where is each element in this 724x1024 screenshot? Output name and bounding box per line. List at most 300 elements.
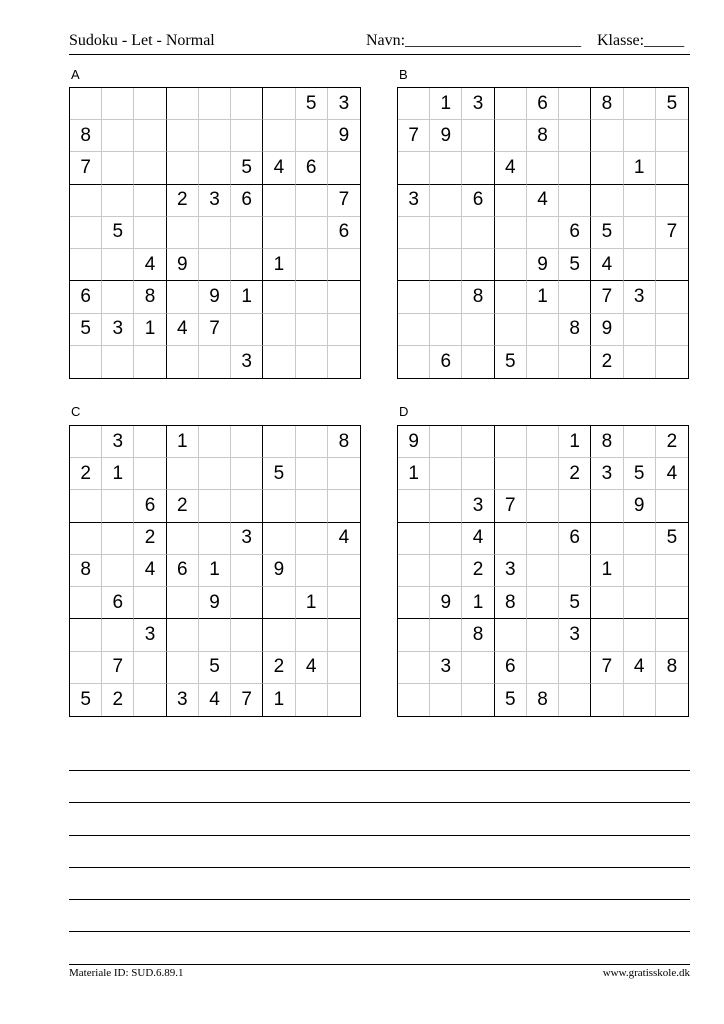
sudoku-cell (328, 458, 360, 490)
sudoku-cell: 7 (70, 152, 102, 184)
sudoku-cell (167, 217, 199, 249)
sudoku-cell (296, 346, 328, 378)
sudoku-cell (328, 490, 360, 522)
sudoku-cell (231, 458, 263, 490)
sudoku-cell (398, 281, 430, 313)
sudoku-cell (263, 426, 295, 458)
sudoku-cell: 4 (591, 249, 623, 281)
sudoku-cell (495, 120, 527, 152)
sudoku-cell (296, 249, 328, 281)
sudoku-cell (591, 684, 623, 716)
sudoku-cell: 4 (134, 555, 166, 587)
sudoku-cell (102, 619, 134, 651)
sudoku-cell: 1 (263, 249, 295, 281)
sudoku-cell (134, 684, 166, 716)
sudoku-cell (167, 458, 199, 490)
sudoku-cell: 8 (328, 426, 360, 458)
sudoku-cell (134, 458, 166, 490)
sudoku-cell: 4 (527, 185, 559, 217)
sudoku-cell: 2 (102, 684, 134, 716)
sudoku-cell: 9 (199, 587, 231, 619)
sudoku-cell (398, 217, 430, 249)
sudoku-cell: 5 (231, 152, 263, 184)
sudoku-cell: 5 (656, 523, 688, 555)
sudoku-cell: 5 (102, 217, 134, 249)
sudoku-cell (527, 555, 559, 587)
sudoku-cell: 1 (591, 555, 623, 587)
sudoku-cell (398, 587, 430, 619)
sudoku-cell: 9 (591, 314, 623, 346)
sudoku-cell (102, 120, 134, 152)
sudoku-cell (430, 619, 462, 651)
sudoku-cell: 3 (167, 684, 199, 716)
sudoku-cell: 4 (134, 249, 166, 281)
sudoku-cell: 6 (559, 523, 591, 555)
sudoku-cell (624, 555, 656, 587)
sudoku-cell (263, 120, 295, 152)
sudoku-cell (296, 555, 328, 587)
sudoku-cell (527, 652, 559, 684)
sudoku-cell: 4 (328, 523, 360, 555)
sudoku-cell (527, 314, 559, 346)
sudoku-cell: 7 (102, 652, 134, 684)
sudoku-cell: 2 (167, 490, 199, 522)
sudoku-cell (263, 619, 295, 651)
sudoku-cell (231, 120, 263, 152)
sudoku-cell: 8 (462, 619, 494, 651)
sudoku-cell: 2 (559, 458, 591, 490)
puzzle-label-d: D (399, 404, 409, 419)
worksheet-title: Sudoku - Let - Normal (69, 32, 215, 49)
sudoku-cell: 9 (430, 120, 462, 152)
sudoku-cell (430, 281, 462, 313)
sudoku-cell: 3 (398, 185, 430, 217)
sudoku-cell (296, 185, 328, 217)
puzzle-label-c: C (71, 404, 81, 419)
sudoku-cell (591, 120, 623, 152)
sudoku-cell (398, 346, 430, 378)
sudoku-cell (430, 185, 462, 217)
sudoku-cell (296, 281, 328, 313)
sudoku-cell (624, 120, 656, 152)
sudoku-cell (495, 619, 527, 651)
sudoku-cell (296, 523, 328, 555)
sudoku-cell: 4 (495, 152, 527, 184)
sudoku-cell (231, 426, 263, 458)
sudoku-cell (134, 185, 166, 217)
sudoku-cell: 5 (559, 587, 591, 619)
sudoku-cell: 3 (462, 490, 494, 522)
sudoku-cell (656, 249, 688, 281)
sudoku-cell (296, 490, 328, 522)
sudoku-cell (656, 346, 688, 378)
sudoku-cell: 4 (462, 523, 494, 555)
sudoku-cell: 5 (656, 88, 688, 120)
sudoku-cell (430, 684, 462, 716)
sudoku-cell: 6 (134, 490, 166, 522)
sudoku-cell: 3 (591, 458, 623, 490)
sudoku-cell (462, 426, 494, 458)
sudoku-cell (167, 120, 199, 152)
sudoku-cell (102, 281, 134, 313)
sudoku-cell (296, 684, 328, 716)
sudoku-cell (102, 490, 134, 522)
sudoku-cell (559, 490, 591, 522)
sudoku-cell (263, 185, 295, 217)
sudoku-cell (656, 555, 688, 587)
sudoku-cell (398, 249, 430, 281)
sudoku-cell (328, 314, 360, 346)
sudoku-cell (462, 217, 494, 249)
sudoku-grid-a (69, 87, 361, 379)
sudoku-cell (70, 426, 102, 458)
sudoku-cell (199, 88, 231, 120)
sudoku-cell (134, 426, 166, 458)
sudoku-cell: 4 (296, 652, 328, 684)
sudoku-cell (167, 346, 199, 378)
sudoku-cell: 9 (527, 249, 559, 281)
sudoku-cell (328, 684, 360, 716)
sudoku-cell (102, 249, 134, 281)
sudoku-cell (263, 281, 295, 313)
sudoku-cell (134, 587, 166, 619)
sudoku-cell (462, 120, 494, 152)
sudoku-cell (462, 458, 494, 490)
sudoku-cell: 1 (167, 426, 199, 458)
sudoku-cell (398, 652, 430, 684)
sudoku-cell (495, 426, 527, 458)
writing-line (69, 931, 690, 932)
sudoku-cell (263, 314, 295, 346)
sudoku-cell: 8 (70, 555, 102, 587)
sudoku-cell (656, 152, 688, 184)
writing-line (69, 867, 690, 868)
sudoku-cell: 1 (199, 555, 231, 587)
sudoku-cell (591, 619, 623, 651)
sudoku-cell: 6 (102, 587, 134, 619)
sudoku-cell: 7 (591, 652, 623, 684)
sudoku-cell: 5 (559, 249, 591, 281)
sudoku-cell (231, 652, 263, 684)
sudoku-cell: 9 (263, 555, 295, 587)
sudoku-cell (398, 152, 430, 184)
sudoku-cell (167, 587, 199, 619)
sudoku-cell (167, 88, 199, 120)
sudoku-cell (296, 426, 328, 458)
sudoku-cell: 9 (430, 587, 462, 619)
sudoku-cell: 8 (559, 314, 591, 346)
sudoku-cell: 9 (167, 249, 199, 281)
sudoku-cell: 3 (134, 619, 166, 651)
sudoku-cell: 1 (398, 458, 430, 490)
sudoku-cell (495, 281, 527, 313)
sudoku-cell: 7 (199, 314, 231, 346)
sudoku-cell (134, 120, 166, 152)
writing-line (69, 770, 690, 771)
sudoku-cell (199, 490, 231, 522)
sudoku-cell (527, 458, 559, 490)
sudoku-cell: 3 (199, 185, 231, 217)
sudoku-cell: 8 (495, 587, 527, 619)
sudoku-cell: 3 (559, 619, 591, 651)
sudoku-cell (559, 120, 591, 152)
sudoku-cell (102, 523, 134, 555)
sudoku-cell (199, 249, 231, 281)
sudoku-cell (296, 458, 328, 490)
sudoku-cell (430, 523, 462, 555)
sudoku-cell: 5 (263, 458, 295, 490)
sudoku-cell: 6 (527, 88, 559, 120)
sudoku-cell: 8 (527, 684, 559, 716)
website-credit: www.gratisskole.dk (602, 967, 690, 979)
sudoku-cell (527, 523, 559, 555)
sudoku-cell (430, 490, 462, 522)
sudoku-cell (102, 555, 134, 587)
sudoku-cell (167, 523, 199, 555)
sudoku-cell (199, 619, 231, 651)
sudoku-cell (263, 217, 295, 249)
sudoku-cell: 4 (656, 458, 688, 490)
sudoku-cell: 1 (263, 684, 295, 716)
sudoku-cell (462, 652, 494, 684)
sudoku-cell (199, 120, 231, 152)
sudoku-cell (231, 217, 263, 249)
sudoku-cell: 1 (462, 587, 494, 619)
sudoku-cell (231, 88, 263, 120)
sudoku-cell (430, 555, 462, 587)
sudoku-cell (656, 185, 688, 217)
puzzle-label-a: A (71, 67, 80, 82)
sudoku-cell (134, 152, 166, 184)
sudoku-cell (656, 490, 688, 522)
sudoku-cell: 6 (70, 281, 102, 313)
sudoku-cell: 5 (199, 652, 231, 684)
sudoku-cell (430, 458, 462, 490)
sudoku-cell: 5 (495, 684, 527, 716)
sudoku-cell (495, 523, 527, 555)
sudoku-cell (263, 587, 295, 619)
sudoku-cell (656, 281, 688, 313)
sudoku-cell (624, 88, 656, 120)
sudoku-cell: 2 (134, 523, 166, 555)
sudoku-cell (199, 152, 231, 184)
sudoku-cell (398, 88, 430, 120)
sudoku-cell (527, 426, 559, 458)
sudoku-cell: 2 (656, 426, 688, 458)
sudoku-cell: 5 (70, 684, 102, 716)
material-id: Materiale ID: SUD.6.89.1 (69, 967, 184, 979)
sudoku-cell: 9 (199, 281, 231, 313)
sudoku-cell (559, 652, 591, 684)
sudoku-cell (398, 555, 430, 587)
sudoku-cell (495, 185, 527, 217)
sudoku-cell: 1 (527, 281, 559, 313)
sudoku-cell: 6 (495, 652, 527, 684)
sudoku-cell (328, 249, 360, 281)
sudoku-cell: 4 (624, 652, 656, 684)
sudoku-cell (559, 555, 591, 587)
sudoku-cell: 1 (102, 458, 134, 490)
sudoku-cell (527, 587, 559, 619)
sudoku-cell (296, 217, 328, 249)
sudoku-cell (624, 684, 656, 716)
sudoku-cell (624, 346, 656, 378)
sudoku-cell: 8 (134, 281, 166, 313)
sudoku-cell (231, 249, 263, 281)
sudoku-cell (231, 555, 263, 587)
sudoku-cell: 1 (624, 152, 656, 184)
sudoku-cell: 6 (296, 152, 328, 184)
sudoku-cell: 4 (199, 684, 231, 716)
sudoku-cell (296, 619, 328, 651)
sudoku-cell (462, 346, 494, 378)
sudoku-cell (624, 619, 656, 651)
sudoku-cell (624, 217, 656, 249)
class-field: Klasse:_____ (597, 32, 685, 49)
sudoku-cell: 1 (231, 281, 263, 313)
sudoku-grid-d (397, 425, 689, 717)
sudoku-cell (559, 152, 591, 184)
sudoku-cell: 3 (495, 555, 527, 587)
sudoku-cell (328, 555, 360, 587)
sudoku-cell (559, 185, 591, 217)
sudoku-cell (134, 217, 166, 249)
sudoku-cell (591, 152, 623, 184)
sudoku-cell (656, 587, 688, 619)
sudoku-cell: 5 (296, 88, 328, 120)
sudoku-cell: 2 (70, 458, 102, 490)
sudoku-cell (495, 88, 527, 120)
sudoku-cell (398, 490, 430, 522)
sudoku-cell: 3 (462, 88, 494, 120)
sudoku-cell: 7 (398, 120, 430, 152)
sudoku-cell: 6 (559, 217, 591, 249)
sudoku-cell (70, 185, 102, 217)
sudoku-cell: 3 (624, 281, 656, 313)
sudoku-cell: 6 (231, 185, 263, 217)
sudoku-cell: 5 (624, 458, 656, 490)
sudoku-cell: 1 (296, 587, 328, 619)
sudoku-cell: 9 (328, 120, 360, 152)
sudoku-cell (624, 249, 656, 281)
writing-line (69, 899, 690, 900)
sudoku-cell (167, 619, 199, 651)
sudoku-cell (102, 88, 134, 120)
sudoku-cell (559, 88, 591, 120)
sudoku-cell (624, 426, 656, 458)
sudoku-cell (430, 217, 462, 249)
sudoku-cell (328, 652, 360, 684)
sudoku-cell: 4 (167, 314, 199, 346)
sudoku-cell (398, 314, 430, 346)
sudoku-cell (102, 152, 134, 184)
sudoku-cell: 8 (462, 281, 494, 313)
sudoku-cell: 4 (263, 152, 295, 184)
sudoku-cell (70, 346, 102, 378)
sudoku-cell (263, 523, 295, 555)
sudoku-cell (591, 490, 623, 522)
sudoku-cell (231, 587, 263, 619)
sudoku-cell: 7 (231, 684, 263, 716)
sudoku-cell (70, 249, 102, 281)
sudoku-cell: 8 (591, 88, 623, 120)
sudoku-cell (231, 314, 263, 346)
sudoku-cell (70, 88, 102, 120)
sudoku-cell (134, 652, 166, 684)
sudoku-cell (199, 426, 231, 458)
name-field: Navn:______________________ (366, 32, 582, 49)
sudoku-cell: 9 (398, 426, 430, 458)
sudoku-cell (199, 346, 231, 378)
puzzle-label-b: B (399, 67, 408, 82)
writing-line (69, 802, 690, 803)
sudoku-cell (656, 619, 688, 651)
sudoku-cell (102, 185, 134, 217)
sudoku-cell (328, 619, 360, 651)
sudoku-cell (231, 490, 263, 522)
sudoku-cell (199, 523, 231, 555)
sudoku-cell (656, 314, 688, 346)
sudoku-cell: 3 (102, 314, 134, 346)
sudoku-cell (328, 587, 360, 619)
sudoku-cell (430, 426, 462, 458)
header-rule (69, 54, 690, 55)
sudoku-cell: 3 (231, 346, 263, 378)
sudoku-cell (167, 281, 199, 313)
sudoku-cell: 1 (134, 314, 166, 346)
sudoku-cell: 6 (328, 217, 360, 249)
sudoku-cell (527, 490, 559, 522)
sudoku-cell (296, 314, 328, 346)
sudoku-cell (495, 217, 527, 249)
sudoku-cell (559, 346, 591, 378)
sudoku-cell: 1 (559, 426, 591, 458)
sudoku-cell: 2 (591, 346, 623, 378)
sudoku-cell: 9 (624, 490, 656, 522)
sudoku-cell (430, 152, 462, 184)
sudoku-cell (263, 490, 295, 522)
sudoku-cell (591, 523, 623, 555)
sudoku-cell (398, 619, 430, 651)
sudoku-cell: 2 (263, 652, 295, 684)
sudoku-cell (430, 314, 462, 346)
sudoku-cell (134, 88, 166, 120)
sudoku-cell: 7 (328, 185, 360, 217)
sudoku-cell (656, 120, 688, 152)
sudoku-cell: 8 (591, 426, 623, 458)
sudoku-cell (462, 152, 494, 184)
sudoku-cell (296, 120, 328, 152)
sudoku-cell: 1 (430, 88, 462, 120)
sudoku-cell: 2 (462, 555, 494, 587)
sudoku-grid-b (397, 87, 689, 379)
sudoku-cell (70, 217, 102, 249)
sudoku-cell (167, 152, 199, 184)
sudoku-cell (624, 185, 656, 217)
sudoku-cell (656, 684, 688, 716)
sudoku-cell: 8 (527, 120, 559, 152)
writing-line (69, 835, 690, 836)
sudoku-cell: 5 (495, 346, 527, 378)
sudoku-cell (624, 523, 656, 555)
sudoku-cell: 2 (167, 185, 199, 217)
footer-rule (69, 964, 690, 965)
sudoku-cell (624, 587, 656, 619)
sudoku-cell: 8 (70, 120, 102, 152)
sudoku-grid-c (69, 425, 361, 717)
sudoku-cell (199, 458, 231, 490)
sudoku-cell: 3 (430, 652, 462, 684)
